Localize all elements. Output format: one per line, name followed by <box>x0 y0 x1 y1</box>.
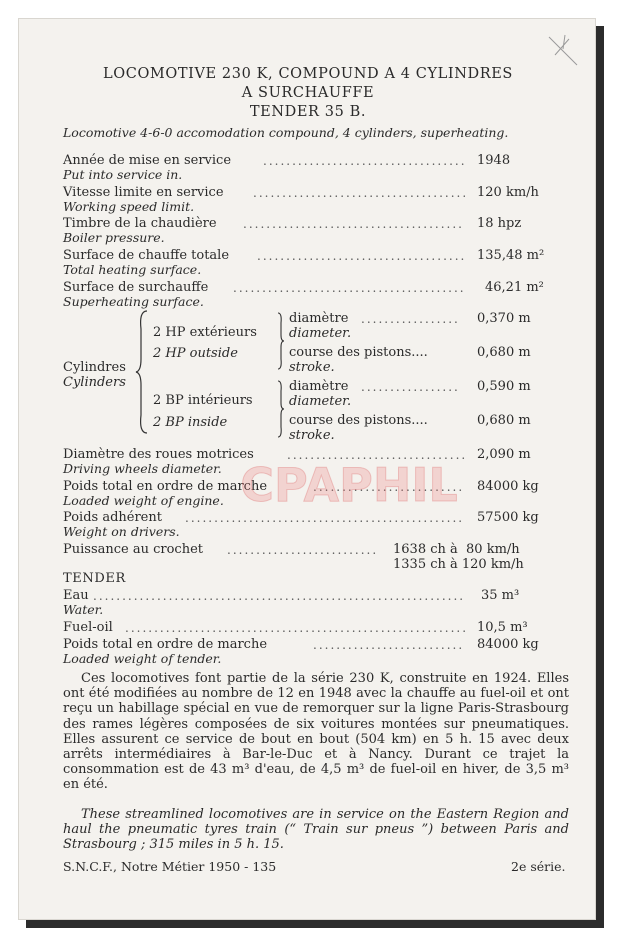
bp-stroke-en: stroke. <box>289 428 335 443</box>
spec-label: Vitesse limite en service <box>63 185 224 200</box>
leader-dots <box>287 447 465 463</box>
footer-source: S.N.C.F., Notre Métier 1950 - 135 <box>63 859 277 874</box>
tender-value: 84000 kg <box>477 637 539 652</box>
leader-dots <box>361 379 457 395</box>
title-line-2: A SURCHAUFFE <box>241 85 375 101</box>
description-fr: Ces locomotives font partie de la série 230 K, construite en 1924. Elles ont été modifiées au nombre de 12 en 1948 avec la chauffe au fuel-oil et ont reçu un habillage spécial en vue de remorquer sur la ligne Paris-Strasbourg des rames légères composées de six voitures montées sur pneumatiques. Elles assurent ce service de bout en bout (504 km) en 5 h. 15 avec deux arrêts intermédiaires à Bar-le-Duc et à Nancy. Durant ce trajet la consommation est de 43 m³ d'eau, de 4,5 m³ de fuel-oil en hiver, de 3,5 m³ en été. <box>63 671 569 793</box>
spec-value: 2,090 m <box>477 447 531 462</box>
leader-dots <box>263 153 465 169</box>
leader-dots <box>185 510 465 526</box>
cylinders-label: Cylindres <box>63 360 126 375</box>
postcard <box>18 18 596 920</box>
spec-label: Surface de surchauffe <box>63 280 209 295</box>
spec-label: Année de mise en service <box>63 153 232 168</box>
leader-dots <box>93 588 465 604</box>
spec-label: Poids adhérent <box>63 510 162 525</box>
title-line-3: TENDER 35 B. <box>249 104 367 120</box>
spec-value: 46,21 m² <box>485 280 544 295</box>
tender-value: 10,5 m³ <box>477 620 528 635</box>
bp-diameter-value: 0,590 m <box>477 379 531 394</box>
spec-value: 57500 kg <box>477 510 539 525</box>
footer-series: 2e série. <box>511 859 566 874</box>
hp-stroke-en: stroke. <box>289 360 335 375</box>
bp-diameter-label: diamètre <box>289 379 349 394</box>
leader-dots <box>125 620 465 636</box>
hp-stroke-value: 0,680 m <box>477 345 531 360</box>
tender-translation: Water. <box>63 602 104 617</box>
tender-label: Eau <box>63 588 89 603</box>
spec-translation: Total heating surface. <box>63 262 202 277</box>
hp-diameter-en: diameter. <box>289 326 352 341</box>
tender-heading: TENDER <box>63 571 126 586</box>
corner-scribble-icon <box>543 31 583 71</box>
bp-brace-icon <box>275 379 285 439</box>
spec-translation: Working speed limit. <box>63 199 195 214</box>
cylinders-label-en: Cylinders <box>63 375 126 390</box>
leader-dots <box>313 479 465 495</box>
spec-translation: Loaded weight of engine. <box>63 493 224 508</box>
spec-value: 135,48 m² <box>477 248 545 263</box>
spec-value: 84000 kg <box>477 479 539 494</box>
tender-label: Poids total en ordre de marche <box>63 637 268 652</box>
leader-dots <box>253 185 465 201</box>
description-en: These streamlined locomotives are in service on the Eastern Region and haul the pneumatic tyres train (“ Train sur pneus ”) between Paris and Strasbourg ; 315 miles in 5 h. 15. <box>63 807 569 853</box>
power-value-1: 1638 ch à 80 km/h <box>393 542 520 557</box>
bp-label-en: 2 BP inside <box>153 415 228 430</box>
spec-label: Poids total en ordre de marche <box>63 479 268 494</box>
outer-brace-icon <box>135 309 149 435</box>
bp-diameter-en: diameter. <box>289 394 352 409</box>
spec-value: 1948 <box>477 153 511 168</box>
hp-label-en: 2 HP outside <box>153 346 238 361</box>
spec-translation: Superheating surface. <box>63 294 204 309</box>
leader-dots <box>361 311 457 327</box>
svg-text:CPAPHIL: CPAPHIL <box>240 458 458 512</box>
subtitle: Locomotive 4-6-0 accomodation compound, 4 cylinders, superheating. <box>63 125 509 140</box>
title-line-1: LOCOMOTIVE 230 K, COMPOUND A 4 CYLINDRES <box>103 66 513 82</box>
hp-diameter-label: diamètre <box>289 311 349 326</box>
tender-value: 35 m³ <box>481 588 520 603</box>
hp-diameter-value: 0,370 m <box>477 311 531 326</box>
hp-label: 2 HP extérieurs <box>153 325 257 340</box>
spec-translation: Weight on drivers. <box>63 524 180 539</box>
spec-translation: Boiler pressure. <box>63 230 165 245</box>
bp-stroke-value: 0,680 m <box>477 413 531 428</box>
leader-dots <box>227 542 377 558</box>
spec-value: 18 hpz <box>477 216 522 231</box>
leader-dots <box>313 637 465 653</box>
power-label: Puissance au crochet <box>63 542 203 557</box>
tender-label: Fuel-oil <box>63 620 113 635</box>
spec-value: 120 km/h <box>477 185 539 200</box>
bp-label: 2 BP intérieurs <box>153 393 253 408</box>
power-value-2: 1335 ch à 120 km/h <box>393 557 524 572</box>
spec-translation: Put into service in. <box>63 167 183 182</box>
hp-brace-icon <box>275 311 285 371</box>
leader-dots <box>243 216 465 232</box>
spec-label: Diamètre des roues motrices <box>63 447 254 462</box>
leader-dots <box>233 280 465 296</box>
leader-dots <box>257 248 465 264</box>
spec-label: Surface de chauffe totale <box>63 248 230 263</box>
spec-translation: Driving wheels diameter. <box>63 461 222 476</box>
spec-label: Timbre de la chaudière <box>63 216 217 231</box>
hp-stroke-label: course des pistons.... <box>289 345 428 360</box>
tender-translation: Loaded weight of tender. <box>63 651 222 666</box>
bp-stroke-label: course des pistons.... <box>289 413 428 428</box>
